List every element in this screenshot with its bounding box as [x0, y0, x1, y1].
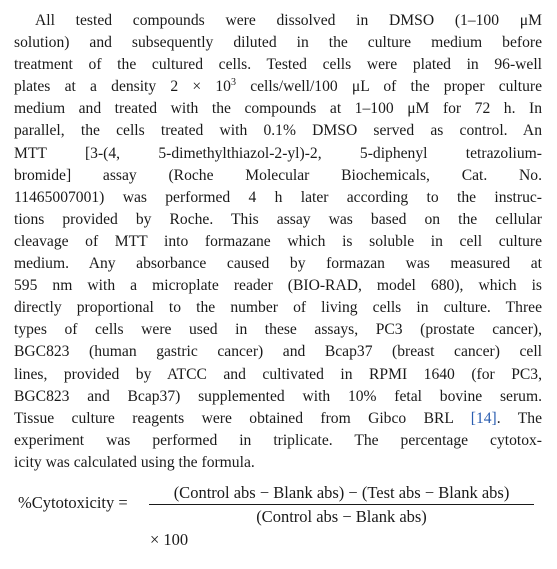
reference-link[interactable]: [14]	[470, 409, 497, 427]
text-line: MTT [3-(4, 5-dimethylthiazol-2-yl)-2, 5-diphenyl tetrazolium-	[14, 144, 542, 162]
text-line: tions provided by Roche. This assay was based on the cellular	[14, 210, 542, 228]
text-line: directly proportional to the number of living cells in culture. Three	[14, 299, 542, 317]
formula-numerator: (Control abs − Blank abs) − (Test abs − Blank abs)	[173, 483, 510, 502]
text-line: parallel, the cells treated with 0.1% DMSO served as control. An	[14, 122, 542, 140]
body-paragraph	[14, 10, 542, 474]
formula-fraction	[149, 483, 534, 527]
text-line: experiment was performed in triplicate. The percentage cytotox-	[14, 431, 542, 449]
density-exponent: 3	[230, 77, 236, 89]
text-line: BGC823 and Bcap37) supplemented with 10% fetal bovine serum.	[14, 387, 542, 405]
density-suffix: cells/well/100 μL of the proper culture	[250, 78, 543, 96]
text-line	[14, 76, 542, 98]
text-line: medium. Any absorbance caused by formazan was measured at	[14, 255, 542, 273]
text-line	[14, 408, 542, 430]
text-line: cleavage of MTT into formazane which is soluble in cell culture	[14, 232, 542, 250]
formula-lhs: %Cytotoxicity =	[18, 493, 128, 512]
density-prefix: plates at a density 2 × 10	[14, 78, 231, 96]
fraction-bar	[149, 504, 534, 505]
formula-multiplier: × 100	[150, 530, 189, 549]
cytotoxicity-formula	[18, 483, 538, 527]
text-fragment: Tissue culture reagents were obtained from Gibco BRL	[14, 409, 454, 427]
text-line: icity was calculated using the formula.	[14, 453, 255, 471]
formula-denominator: (Control abs − Blank abs)	[256, 507, 427, 527]
text-line: types of cells were used in these assays, PC3 (prostate cancer),	[14, 321, 542, 339]
text-line: treatment of the cultured cells. Tested cells were plated in 96-well	[14, 56, 542, 74]
text-line: lines, provided by ATCC and cultivated in RPMI 1640 (for PC3,	[14, 365, 542, 383]
text-line: All tested compounds were dissolved in DMSO (1–100 μM	[35, 12, 542, 29]
text-line: medium and treated with the compounds at 1–100 μM for 72 h. In	[14, 100, 542, 118]
text-line: bromide] assay (Roche Molecular Biochemicals, Cat. No.	[14, 166, 542, 184]
text-fragment: . The	[496, 409, 543, 427]
text-line: solution) and subsequently diluted in the culture medium before	[14, 34, 542, 52]
text-line: 595 nm with a microplate reader (BIO-RAD, model 680), which is	[14, 277, 542, 295]
text-line: 11465007001) was performed 4 h later according to the instruc-	[14, 188, 542, 206]
text-line: BGC823 (human gastric cancer) and Bcap37 (breast cancer) cell	[14, 343, 542, 361]
